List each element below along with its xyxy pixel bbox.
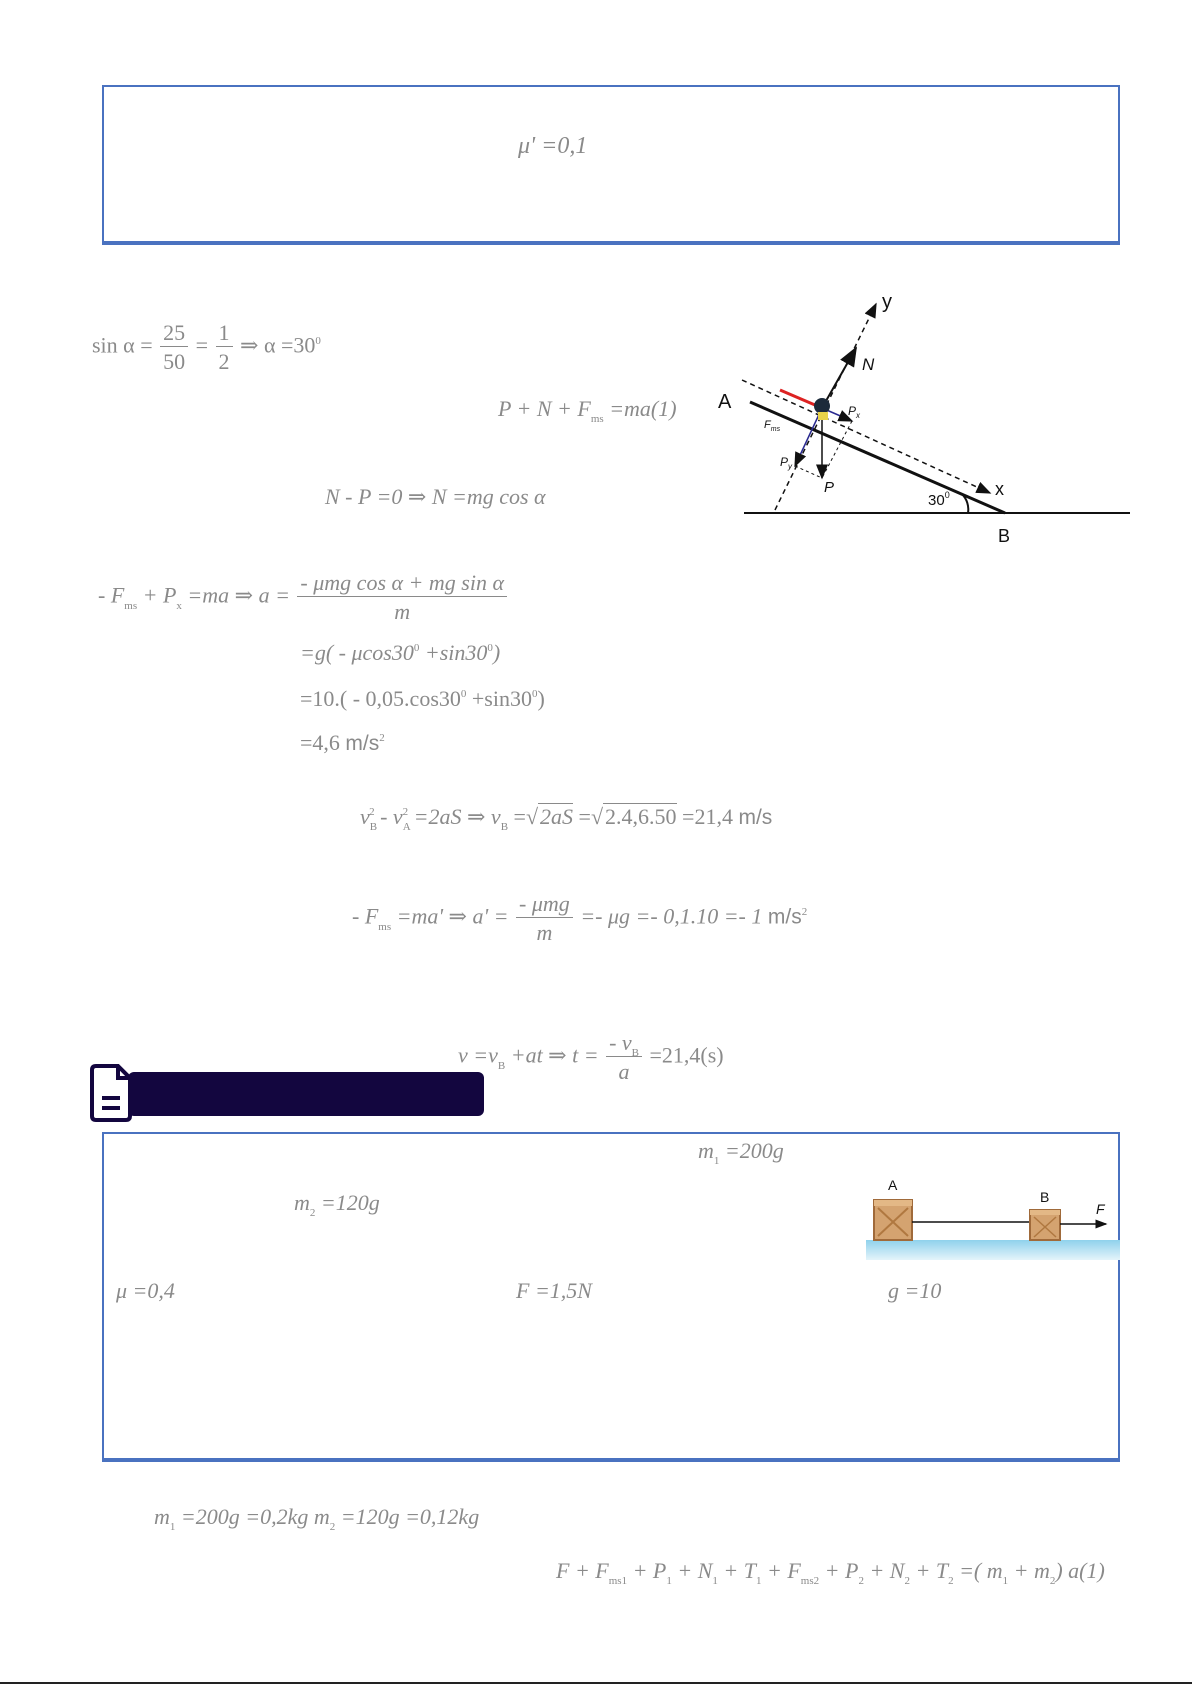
page-footer-line [0, 1682, 1192, 1684]
incline-line [750, 402, 1005, 513]
label-angle: $30^0$ [928, 490, 950, 509]
label-x: x [995, 479, 1004, 499]
label-fms: $F_{ms}$ [764, 419, 781, 433]
acceleration-result: =4,6 $m/s^2$ [300, 730, 385, 755]
acceleration-step-2: $=10.( - 0,05.\cos 30^0 +\sin 30^0)$ [300, 686, 545, 711]
mass-conversion-line: $m_1 =200g =0,2kg$ $m_2 =120g =0,12kg$ [154, 1504, 480, 1533]
acceleration-equation: - $F_{ms} + P_x =ma$ ⇒ a = $\frac{\text{- μmg cos α + mg sin α}}{m}$ [98, 572, 509, 623]
friction-coefficient: μ' =0,1 [518, 133, 588, 159]
force-label: F [1096, 1201, 1105, 1217]
x-axis [742, 380, 990, 493]
problem-box-1 [102, 85, 1120, 245]
sin-equation: sin α = $\frac{25}{50}$ = $\frac{1}{2}$ ⇒ $\alpha =30^0$ [92, 320, 321, 374]
velocity-equation: $v_B^2 - v_A^2 =2aS$ ⇒ $v_B =√2aS =√2.4,6.50 =21,4$ m/s [360, 804, 773, 833]
force-balance-equation: $F + F_{ms1} + P_1 + N_1 + T_1 + F_{ms2} + P_2 + N_2 + T_2$ =( $m_1 + m_2$) a(1) [556, 1558, 1105, 1587]
surface [866, 1240, 1120, 1260]
py-vector [795, 408, 822, 466]
label-px: $P_x$ [848, 404, 861, 420]
inclined-plane-diagram [700, 280, 1140, 550]
label-a: A [718, 391, 732, 413]
time-equation: $v =v_B +at$ ⇒ t = $\frac{- v_B}{a}$ =21,4(s) [458, 1030, 724, 1084]
block-b-label: B [1040, 1189, 1050, 1205]
document-icon [90, 1062, 134, 1122]
acceleration-step-1: $=g( - \mu\cos 30^0 +\sin 30^0)$ [300, 640, 501, 665]
mass-2-value: $m_2 =120g$ [294, 1190, 380, 1219]
label-n: N [862, 355, 875, 374]
normal-force-equation: N - P =0 ⇒ N =mg cos α [325, 484, 546, 509]
normal-vector [822, 348, 856, 408]
label-b: B [998, 526, 1011, 546]
force-value: F =1,5N [516, 1278, 592, 1303]
newton-law-equation: $P + N + F_{ms} =ma(1)$ [498, 396, 677, 425]
label-py: $P_y$ [780, 455, 793, 471]
two-blocks-diagram [866, 1172, 1120, 1262]
deceleration-equation: - $F_{ms} =ma'$ ⇒ a' = $\frac{\text{- μmg}}{m}$ =- μg =- 0,1.10 =- 1 $m/s^2$ [352, 891, 808, 945]
block-a [874, 1200, 912, 1240]
gravity-value: g =10 [888, 1278, 942, 1303]
mass-1-value: $m_1 =200g$ [698, 1138, 784, 1167]
block-point [814, 398, 830, 414]
friction-mu-value: μ =0,4 [116, 1278, 175, 1303]
block-a-label: A [888, 1177, 898, 1193]
block-b [1030, 1210, 1060, 1240]
section-banner [128, 1072, 484, 1116]
label-p: P [824, 479, 835, 496]
label-y: y [882, 291, 892, 313]
